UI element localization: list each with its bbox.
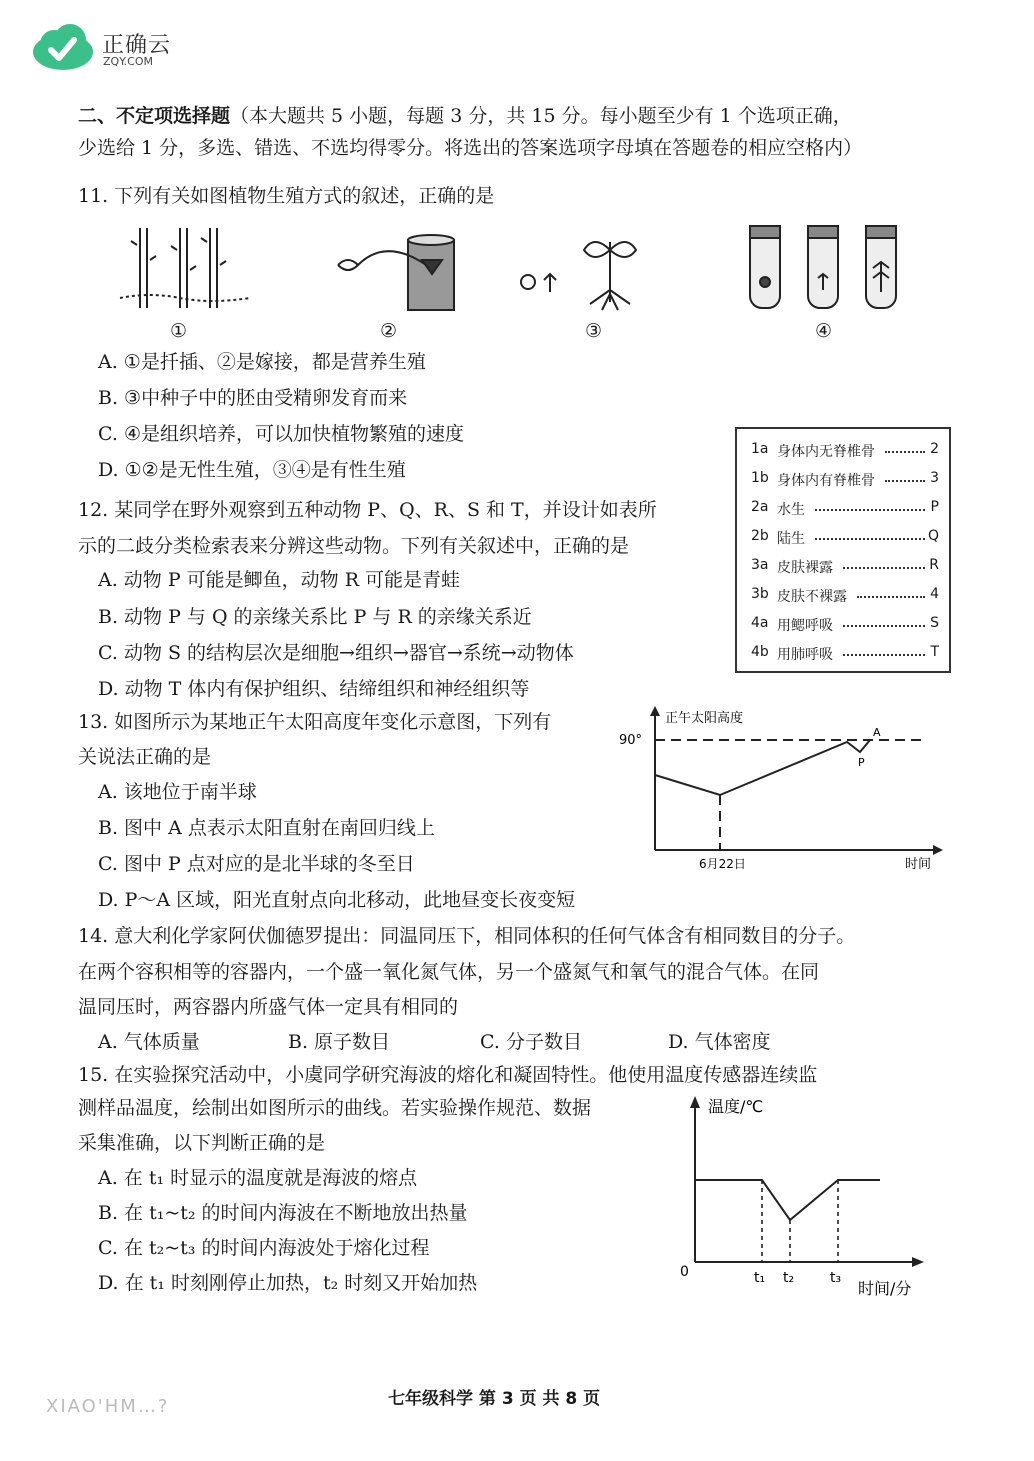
x-axis-label: 时间 (905, 857, 932, 872)
q15-stem-2: 测样品温度，绘制出如图所示的曲线。若实验操作规范、数据 (78, 1097, 592, 1119)
key-row: 1b 身体内有脊椎骨 3 (751, 470, 939, 489)
fig-label-2: ② (380, 320, 398, 342)
q13-option-b: B. 图中 A 点表示太阳直射在南回归线上 (98, 817, 435, 839)
q11-figures (110, 220, 960, 350)
cloud-check-icon (30, 22, 96, 72)
section-desc-2: 少选给 1 分，多选、错选、不选均得零分。将选出的答案选项字母填在答题卷的相应空格内） (78, 137, 863, 159)
q15-stem-1: 15. 在实验探究活动中，小虞同学研究海波的熔化和凝固特性。他使用温度传感器连续监 (78, 1064, 818, 1086)
page-footer: 七年级科学 第 3 页 共 8 页 (388, 1389, 601, 1409)
q13-stem-1: 13. 如图所示为某地正午太阳高度年变化示意图，下列有 (78, 711, 552, 733)
fig-label-4: ④ (815, 320, 833, 342)
q14-option-a: A. 气体质量 (98, 1031, 200, 1053)
plant-reproduction-illustration (110, 220, 960, 320)
temperature-graph (670, 1090, 950, 1300)
brand-logo (30, 22, 190, 78)
altitude-curve (655, 740, 870, 795)
q15-option-a: A. 在 t₁ 时显示的温度就是海波的熔点 (98, 1167, 418, 1189)
q13-option-d: D. P～A 区域，阳光直射点向北移动，此地昼变长夜变短 (98, 889, 576, 911)
q13-option-a: A. 该地位于南半球 (98, 781, 257, 803)
q12-stem-2: 示的二歧分类检索表来分辨这些动物。下列有关叙述中，正确的是 (78, 535, 630, 557)
key-row: 2a 水生 P (751, 499, 939, 518)
key-row: 3a 皮肤裸露 R (751, 557, 939, 576)
q13-option-c: C. 图中 P 点对应的是北半球的冬至日 (98, 853, 415, 875)
section-header (78, 104, 852, 128)
q14-option-c: C. 分子数目 (480, 1031, 582, 1053)
key-row: 4b 用肺呼吸 T (751, 644, 939, 663)
q15-option-d: D. 在 t₁ 时刻刚停止加热，t₂ 时刻又开始加热 (98, 1272, 478, 1294)
q11-option-a: A. ①是扦插、②是嫁接，都是营养生殖 (98, 351, 426, 373)
q14-stem-2: 在两个容积相等的容器内，一个盛一氧化氮气体，另一个盛氮气和氧气的混合气体。在同 (78, 961, 820, 983)
q12-option-c: C. 动物 S 的结构层次是细胞→组织→器官→系统→动物体 (98, 642, 574, 664)
temperature-curve (695, 1180, 880, 1220)
q12-stem-1: 12. 某同学在野外观察到五种动物 P、Q、R、S 和 T，并设计如表所 (78, 499, 657, 521)
q15-stem-3: 采集准确，以下判断正确的是 (78, 1132, 326, 1154)
x-axis-arrow (912, 1257, 924, 1267)
fig-label-1: ① (170, 320, 188, 342)
q11-option-b: B. ③中种子中的胚由受精卵发育而来 (98, 387, 408, 409)
q12-option-d: D. 动物 T 体内有保护组织、结缔组织和神经组织等 (98, 678, 530, 700)
y-axis-label: 正午太阳高度 (665, 711, 744, 726)
section-title: 二、不定项选择题 (78, 105, 231, 127)
y-axis-arrow (650, 706, 660, 716)
logo-url: ZQY.COM (103, 55, 154, 68)
q15-option-b: B. 在 t₁~t₂ 的时间内海波在不断地放出热量 (98, 1202, 468, 1224)
key-row: 1a 身体内无脊椎骨 2 (751, 441, 939, 460)
q14-option-d: D. 气体密度 (668, 1031, 771, 1053)
fig-label-3: ③ (585, 320, 603, 342)
q11-option-d: D. ①②是无性生殖，③④是有性生殖 (98, 459, 406, 481)
t3-label: t₃ (830, 1270, 842, 1286)
x-axis-label: 时间/分 (858, 1279, 912, 1298)
y-axis-arrow (690, 1096, 700, 1108)
q12-option-a: A. 动物 P 可能是鲫鱼，动物 R 可能是青蛙 (98, 569, 461, 591)
dichotomous-key-table (735, 427, 951, 673)
q13-stem-2: 关说法正确的是 (78, 746, 212, 768)
sun-altitude-graph (615, 700, 955, 875)
q14-stem-1: 14. 意大利化学家阿伏伽德罗提出：同温同压下，相同体积的任何气体含有相同数目的分子。 (78, 925, 856, 947)
x-axis-arrow (933, 845, 943, 855)
q14-stem-3: 温同压时，两容器内所盛气体一定具有相同的 (78, 996, 459, 1018)
point-p-label: P (858, 756, 865, 769)
q12-option-b: B. 动物 P 与 Q 的亲缘关系比 P 与 R 的亲缘关系近 (98, 606, 532, 628)
t1-label: t₁ (754, 1270, 766, 1286)
section-desc-1: （本大题共 5 小题，每题 3 分，共 15 分。每小题至少有 1 个选项正确， (230, 105, 852, 127)
logo-name: 正确云 (102, 33, 172, 58)
q11-option-c: C. ④是组织培养，可以加快植物繁殖的速度 (98, 423, 464, 445)
origin-label: 0 (680, 1264, 689, 1280)
watermark: XIAO'HM…? (46, 1396, 170, 1417)
y-90-label: 90° (619, 733, 643, 748)
q14-option-b: B. 原子数目 (288, 1031, 391, 1053)
y-axis-label: 温度/℃ (708, 1097, 764, 1116)
x-mark-label: 6月22日 (699, 857, 746, 871)
point-a-label: A (873, 726, 881, 739)
q15-option-c: C. 在 t₂~t₃ 的时间内海波处于熔化过程 (98, 1237, 430, 1259)
key-row: 2b 陆生 Q (751, 528, 939, 547)
key-row: 3b 皮肤不裸露 4 (751, 586, 939, 605)
q11-stem: 11. 下列有关如图植物生殖方式的叙述，正确的是 (78, 185, 495, 207)
key-row: 4a 用鳃呼吸 S (751, 615, 939, 634)
t2-label: t₂ (783, 1270, 795, 1286)
